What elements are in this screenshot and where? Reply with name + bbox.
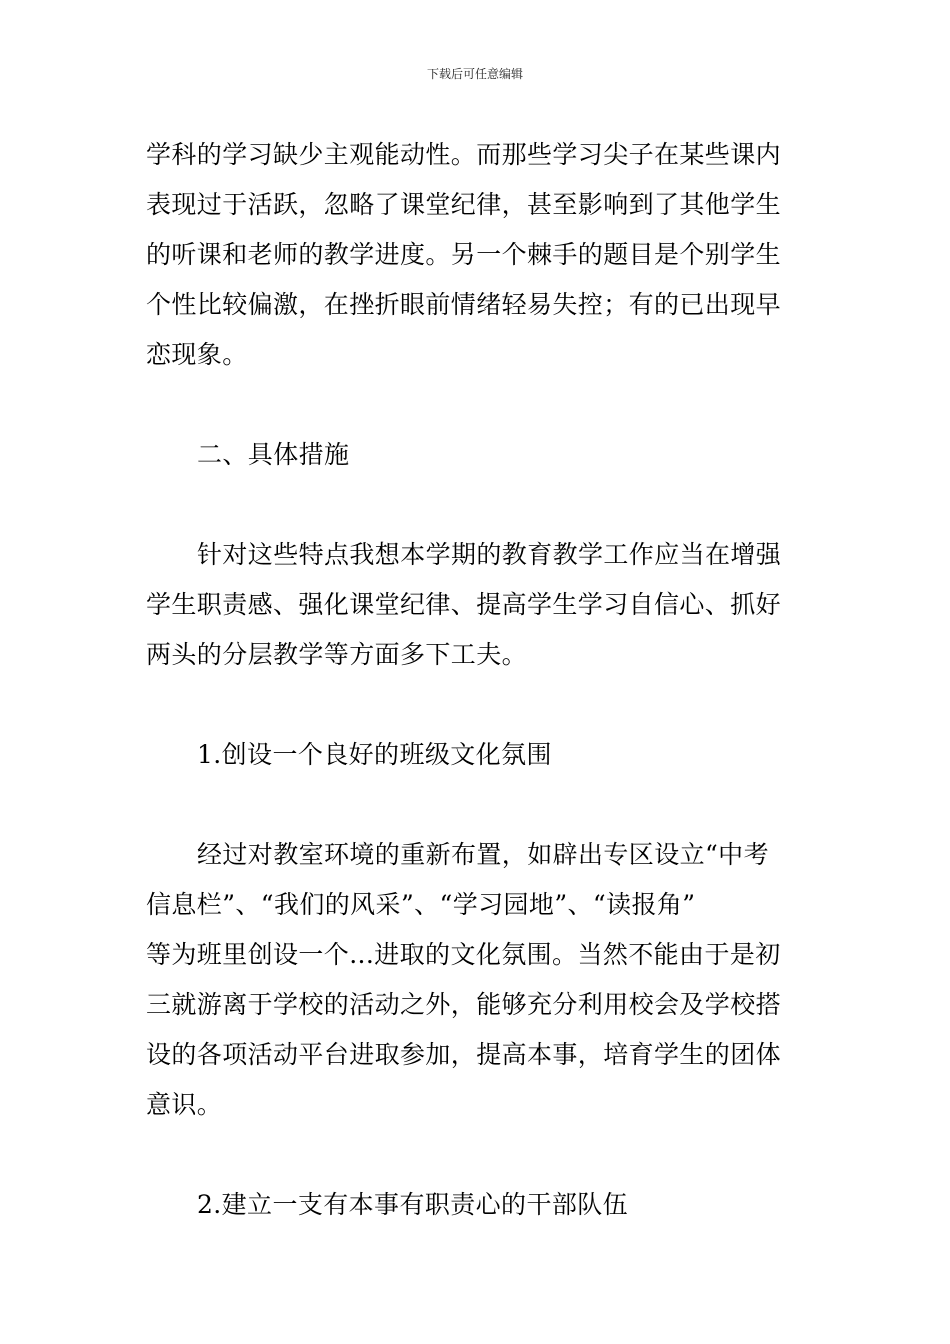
text-line: 设的各项活动平台进取参加，提高本事，培育学生的团体 [146, 1040, 782, 1069]
text-line: 意识。 [146, 1090, 223, 1119]
document-body [146, 130, 806, 1230]
text-line: 学生职责感、强化课堂纪律、提高学生学习自信心、抓好 [146, 590, 782, 619]
paragraph-gap [146, 780, 806, 830]
section-heading [146, 430, 806, 480]
text-line: 针对这些特点我想本学期的教育教学工作应当在增强 [197, 540, 782, 569]
text-line: 两头的分层教学等方面多下工夫。 [146, 640, 528, 669]
text-line: 表现过于活跃，忽略了课堂纪律，甚至影响到了其他学生 [146, 190, 782, 219]
text-line: 个性比较偏激，在挫折眼前情绪轻易失控；有的已出现早 [146, 290, 782, 319]
heading-text: 2.建立一支有本事有职责心的干部队伍 [197, 1190, 629, 1219]
heading-text: 二、具体措施 [197, 440, 350, 469]
paragraph-gap [146, 680, 806, 730]
text-line: 经过对教室环境的重新布置，如辟出专区设立“中考 [197, 840, 769, 869]
text-line: 等为班里创设一个...进取的文化氛围。当然不能由于是初 [146, 940, 781, 969]
paragraph-class-culture [146, 830, 806, 1130]
paragraph-gap [146, 480, 806, 530]
subheading-1 [146, 730, 806, 780]
heading-text: 1.创设一个良好的班级文化氛围 [197, 740, 552, 769]
subheading-2 [146, 1180, 806, 1230]
paragraph-measures-intro [146, 530, 806, 680]
page-header: 下载后可任意编辑 [426, 67, 523, 81]
paragraph-gap [146, 1130, 806, 1180]
text-line: 信息栏”、“我们的风采”、“学习园地”、“读报角” [146, 890, 696, 919]
paragraph-gap [146, 380, 806, 430]
text-line: 的听课和老师的教学进度。另一个棘手的题目是个别学生 [146, 240, 782, 269]
text-line: 三就游离于学校的活动之外，能够充分利用校会及学校搭 [146, 990, 782, 1019]
paragraph-continuation [146, 130, 806, 380]
text-line: 学科的学习缺少主观能动性。而那些学习尖子在某些课内 [146, 140, 782, 169]
text-line: 恋现象。 [146, 340, 248, 369]
